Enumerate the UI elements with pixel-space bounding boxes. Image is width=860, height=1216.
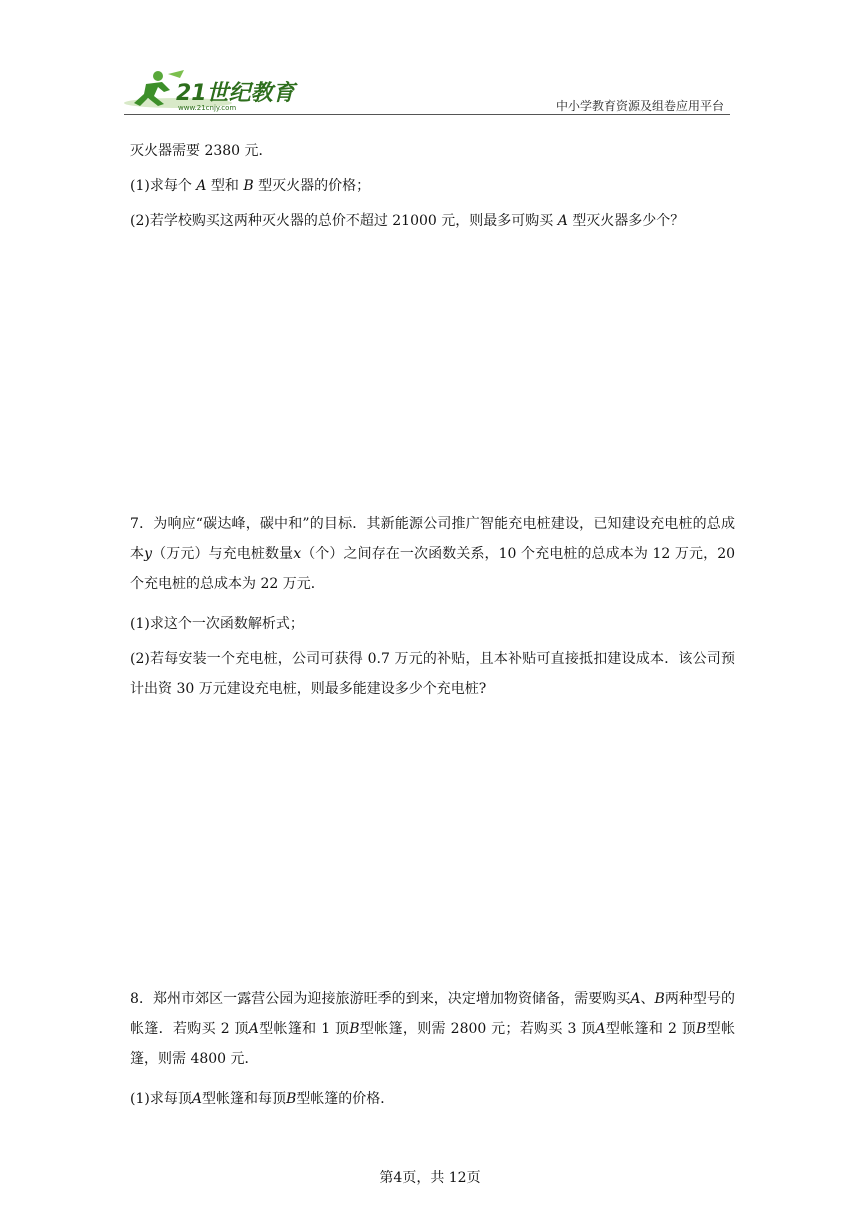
- q7-stem: 7．为响应“碳达峰，碳中和”的目标．其新能源公司推广智能充电桩建设，已知建设充电桩的总成本y（万元）与充电桩数量x（个）之间存在一次函数关系，10 个充电桩的总成本为 12 万元，20 个充电桩的总成本为 22 万元．: [130, 516, 736, 592]
- page-footer: 第4页，共 12页: [379, 1170, 481, 1186]
- page-header: [118, 66, 730, 116]
- q8-stem: 8．郑州市郊区一露营公园为迎接旅游旺季的到来，决定增加物资储备，需要购买A、B两种型号的帐篷．若购买 2 顶A型帐篷和 1 顶B型帐篷，则需 2800 元；若购买 3 顶A型帐篷和 2 顶B型帐篷，则需 4800 元．: [130, 991, 736, 1067]
- q6-sub1: (1)求每个 A 型和 B 型灭火器的价格；: [130, 178, 371, 194]
- q8-sub1: (1)求每顶A型帐篷和每顶B型帐篷的价格．: [130, 1091, 395, 1107]
- header-rule: [124, 114, 730, 115]
- platform-tagline: 中小学教育资源及组卷应用平台: [555, 99, 724, 113]
- q6-sub2: (2)若学校购买这两种灭火器的总价不超过 21000 元，则最多可购买 A 型灭火器多少个？: [130, 213, 685, 229]
- svg-text:21世纪教育: 21世纪教育: [176, 81, 295, 106]
- svg-text:www.21cnjy.com: www.21cnjy.com: [178, 104, 237, 112]
- 21cnjy-logo: [118, 66, 298, 114]
- q6-line-tail: 灭火器需要 2380 元．: [130, 143, 273, 159]
- q7-sub2: (2)若每安装一个充电桩，公司可获得 0.7 万元的补贴，且本补贴可直接抵扣建设成本．该公司预计出资 30 万元建设充电桩，则最多能建设多少个充电桩?: [130, 651, 735, 697]
- q7-sub1: (1)求这个一次函数解析式；: [130, 616, 304, 632]
